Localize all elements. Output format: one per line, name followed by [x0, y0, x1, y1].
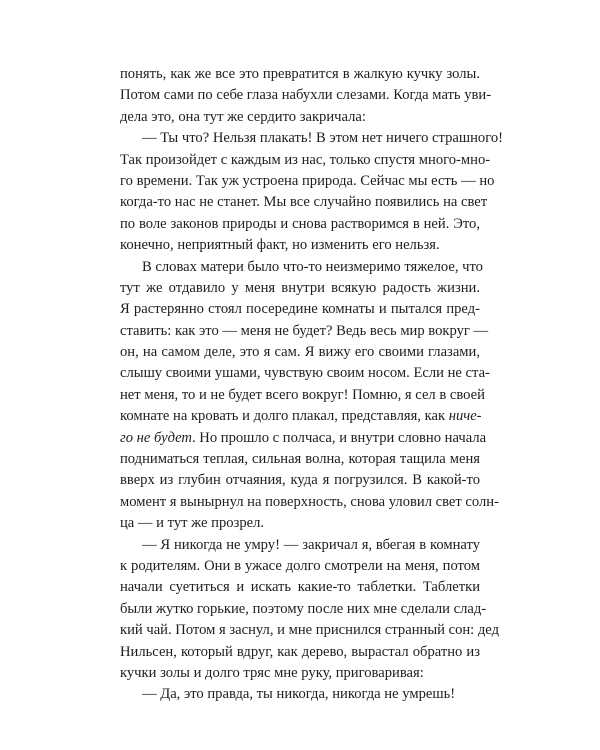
- line-text: нет меня, то и не будет всего вокруг! Помню, я сел в своей: [120, 386, 485, 403]
- line-text: дела это, она тут же сердито закричала:: [120, 108, 366, 125]
- text-line: [120, 556, 480, 577]
- line-text: слышу своими ушами, чувствую своим носом. Если не ста-: [120, 365, 490, 382]
- text-line: [120, 577, 480, 598]
- line-text: Потом сами по себе глаза набухли слезами. Когда мать уви-: [120, 87, 492, 104]
- text-line: [120, 470, 480, 491]
- text-line: [120, 513, 480, 534]
- italic-fragment: ниче-: [448, 408, 482, 425]
- line-text: кучки золы и долго тряс мне руку, приговаривая:: [120, 664, 424, 681]
- line-text: по воле законов природы и снова растворимся в ней. Это,: [120, 215, 480, 232]
- line-text: В словах матери было что-то неизмеримо тяжелое, что: [142, 258, 483, 275]
- text-line: [120, 192, 488, 213]
- text-line: [120, 684, 480, 705]
- line-text: кий чай. Потом я заснул, и мне приснился странный сон: дед: [120, 622, 500, 639]
- text-line: [120, 171, 495, 192]
- text-line: [120, 449, 480, 470]
- line-text: были жутко горькие, поэтому после них мне сделали слад-: [120, 600, 487, 617]
- line-text: момент я вынырнул на поверхность, снова уловил свет солн-: [120, 493, 499, 510]
- line-text: — Я никогда не умру! — закричал я, вбегая в комнату: [142, 536, 480, 553]
- text-line: [120, 642, 480, 663]
- line-text: Нильсен, который вдруг, как дерево, вырастал обратно из: [120, 643, 480, 660]
- line-text: подниматься теплая, сильная волна, которая тащила меня: [120, 451, 480, 468]
- text-line: [120, 107, 480, 128]
- text-line: [120, 342, 480, 363]
- text-line: [120, 278, 480, 299]
- text-line: [120, 599, 487, 620]
- line-text: Так произойдет с каждым из нас, только спустя много-мно-: [120, 151, 491, 168]
- text-line: [120, 214, 480, 235]
- text-line: [120, 321, 489, 342]
- line-text: начали суетиться и искать какие-то таблетки. Таблетки: [120, 579, 480, 596]
- text-line: [120, 235, 480, 256]
- text-line: [120, 385, 485, 406]
- line-text: к родителям. Они в ужасе долго смотрели на меня, потом: [120, 557, 480, 574]
- line-text: — Да, это правда, ты никогда, никогда не умрешь!: [142, 686, 456, 703]
- text-line: [120, 85, 492, 106]
- text-line: [120, 128, 503, 149]
- text-line: [120, 406, 480, 427]
- italic-fragment: го не будет: [120, 429, 192, 446]
- line-text: Я растерянно стоял посередине комнаты и пытался пред-: [120, 301, 480, 318]
- line-text: . Но прошло с полчаса, и внутри словно начала: [191, 429, 487, 446]
- line-text: — Ты что? Нельзя плакать! В этом нет ничего страшного!: [142, 130, 503, 147]
- text-line: [120, 363, 490, 384]
- text-line: [120, 257, 483, 278]
- text-line: [120, 663, 480, 684]
- text-line: [120, 428, 487, 449]
- line-text: когда-то нас не станет. Мы все случайно появились на свет: [120, 194, 488, 211]
- line-text: конечно, неприятный факт, но изменить его нельзя.: [120, 237, 440, 254]
- line-text: ставить: как это — меня не будет? Ведь весь мир вокруг —: [120, 322, 489, 339]
- book-page-text: [120, 64, 503, 706]
- line-text: тут же отдавило у меня внутри всякую радость жизни.: [120, 279, 480, 296]
- line-text: понять, как же все это превратится в жалкую кучку золы.: [120, 66, 480, 82]
- line-text: он, на самом деле, это я сам. Я вижу его своими глазами,: [120, 344, 480, 361]
- text-line: [120, 535, 480, 556]
- line-text: го времени. Так уж устроена природа. Сейчас мы есть — но: [120, 172, 495, 189]
- line-text: комнате на кровать и долго плакал, представляя, как: [120, 408, 446, 425]
- line-text: ца — и тут же прозрел.: [120, 515, 265, 532]
- text-line: [120, 492, 499, 513]
- text-line: [120, 299, 480, 320]
- text-line: [120, 620, 500, 641]
- text-line: [120, 150, 491, 171]
- text-line: [120, 64, 480, 85]
- line-text: вверх из глубин отчаяния, куда я погрузился. В какой-то: [120, 472, 480, 489]
